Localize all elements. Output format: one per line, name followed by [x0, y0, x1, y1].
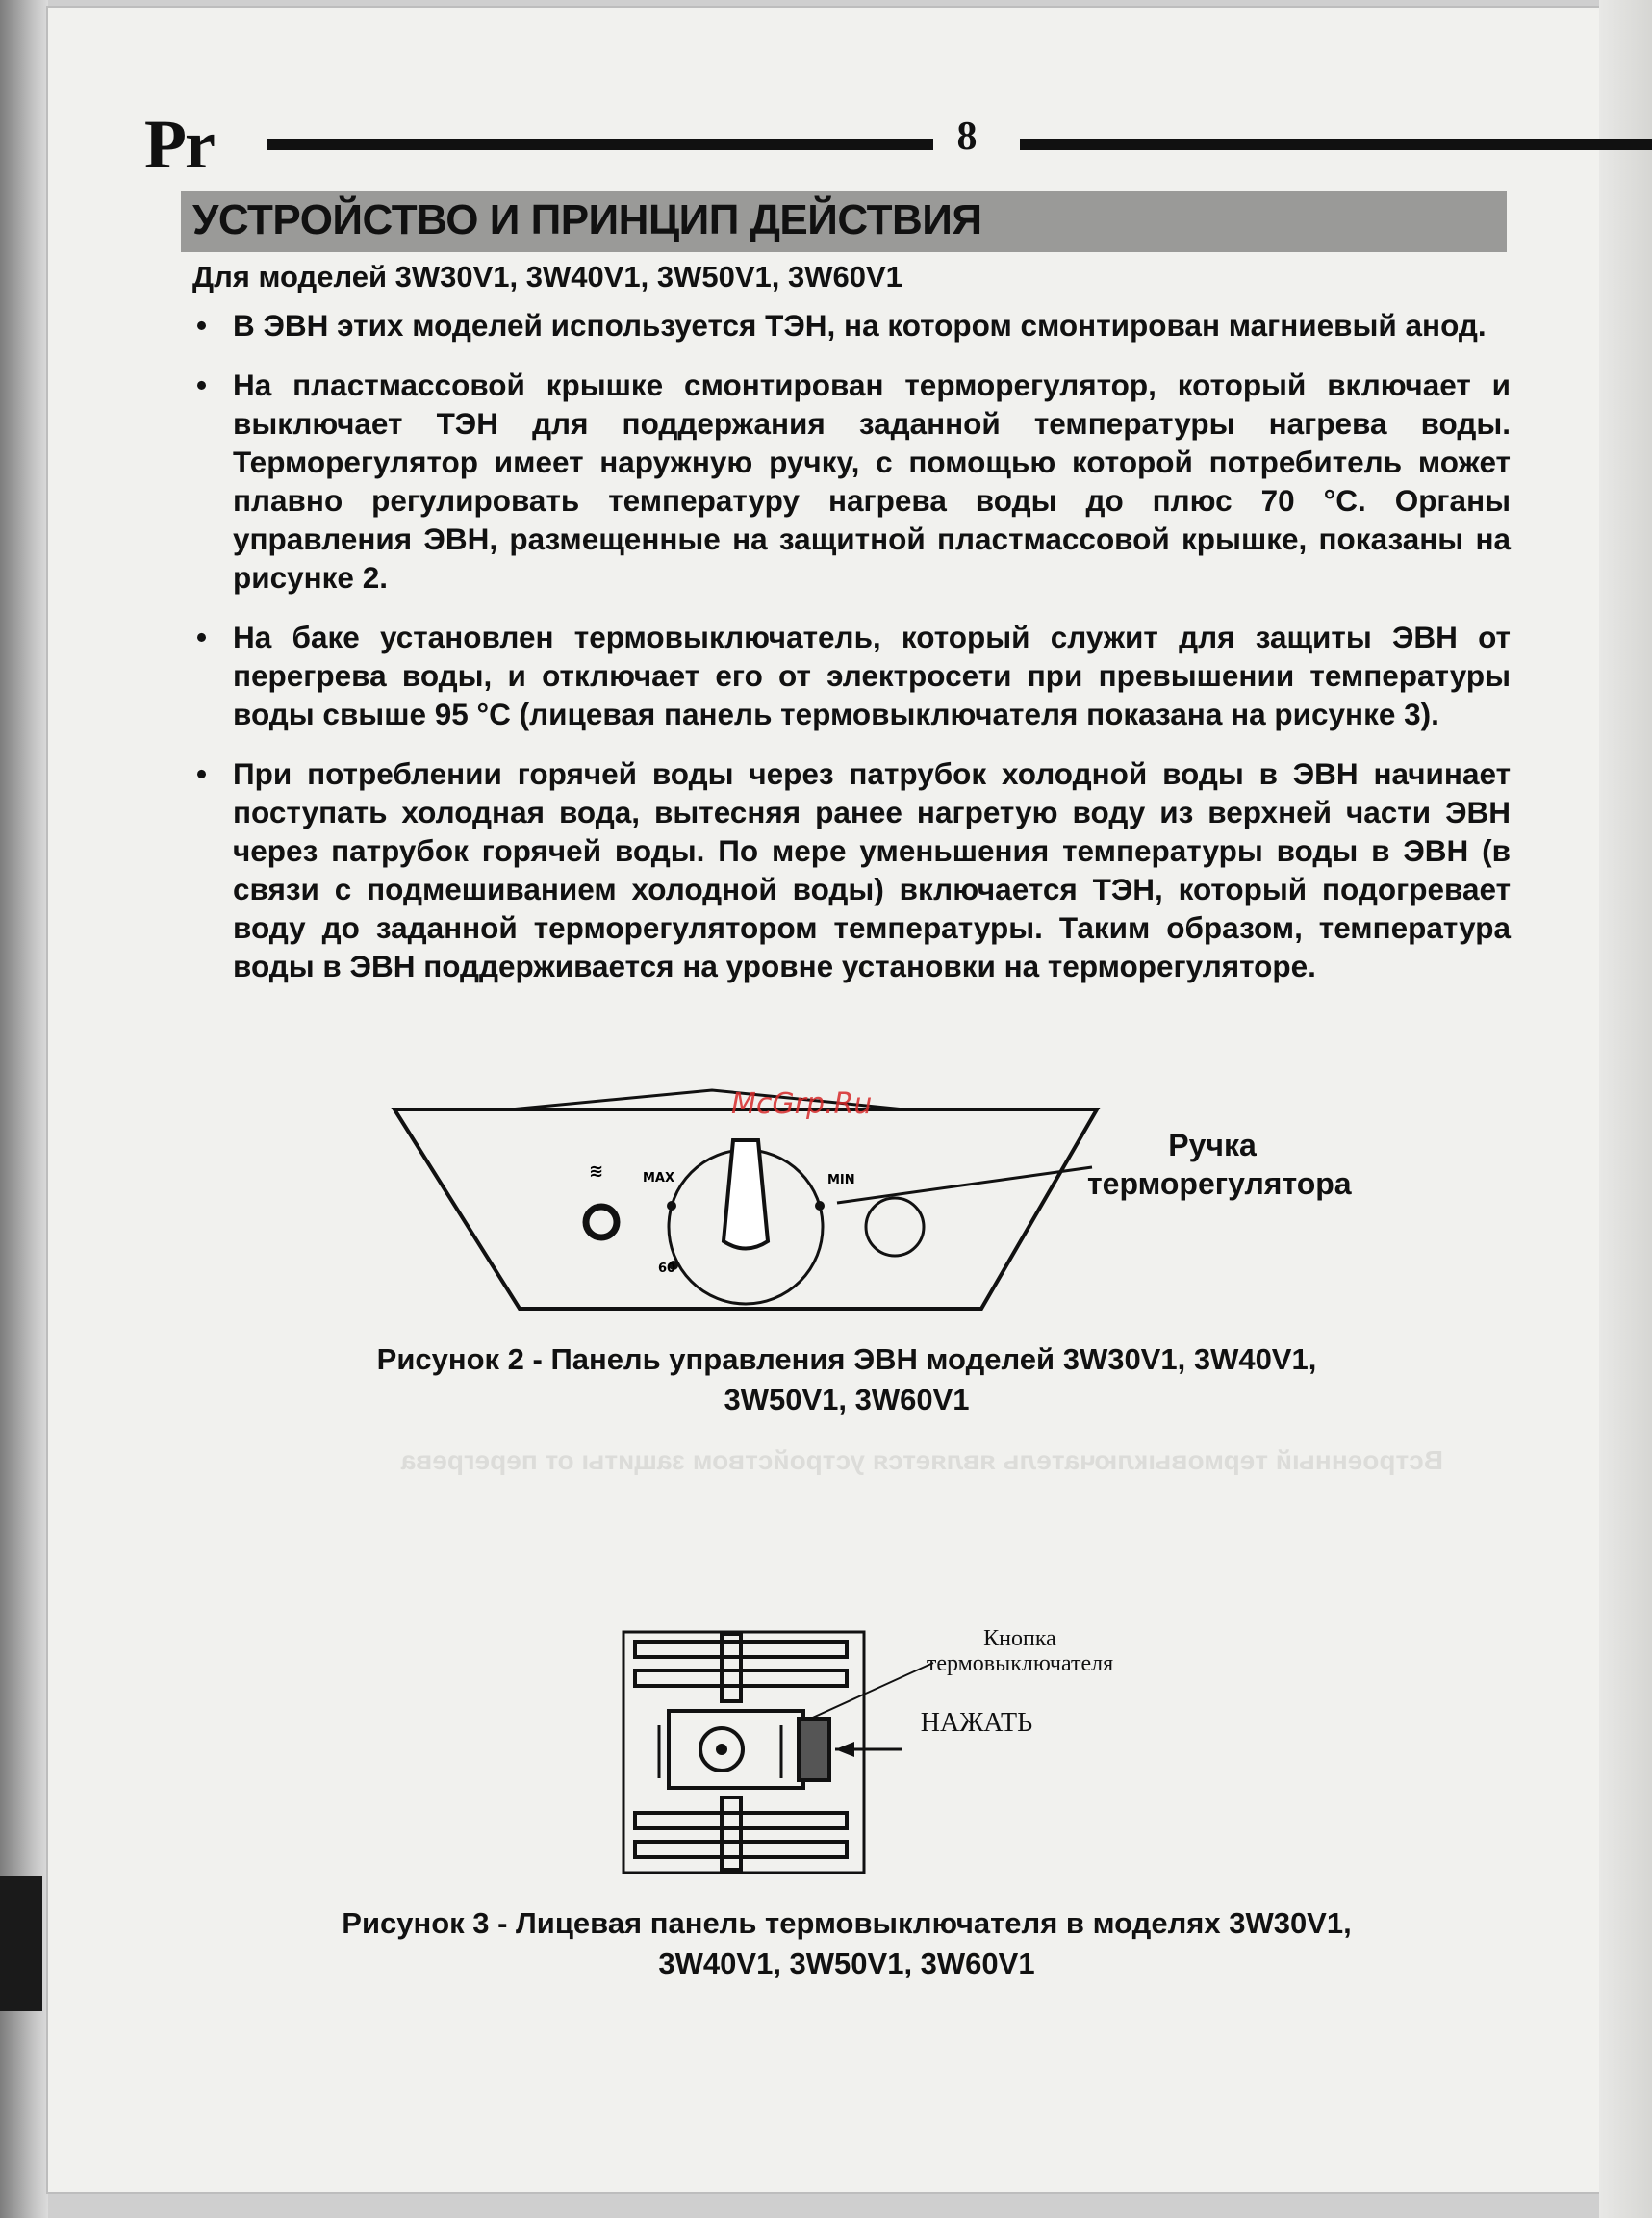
dial-60-label: 60	[658, 1262, 676, 1276]
dial-labels	[635, 1164, 885, 1299]
watermark: McGrp.Ru	[731, 1087, 873, 1121]
list-item: • В ЭВН этих моделей используется ТЭН, на котором смонтирован магниевый анод.	[192, 306, 1511, 344]
caption-line: 3W50V1, 3W60V1	[724, 1383, 970, 1416]
list-item: • На пластмассовой крышке смонтирован терморегулятор, который включает и выключает ТЭН для поддержания заданной температуры нагрева воды. Терморегулятор имеет наружную ручку, с помощью которой потребитель может плавно регулировать температуру нагрева воды до плюс 70 °С. Органы управления ЭВН, размещенные на защитной пластмассовой крышке, показаны на рисунке 2.	[192, 366, 1511, 597]
control-panel-drawing	[385, 1083, 1405, 1333]
header-rule-right	[1020, 139, 1652, 150]
brand-logo: Pr	[144, 106, 214, 183]
caption-line: Рисунок 3 - Лицевая панель термовыключателя в моделях 3W30V1,	[342, 1906, 1352, 1940]
page-edge	[1599, 0, 1652, 2218]
spine-marker	[0, 1876, 42, 2011]
dial-min-label: MIN	[827, 1173, 855, 1187]
section-banner	[181, 191, 1507, 252]
press-label: НАЖАТЬ	[920, 1708, 1033, 1738]
label-line: термовыключателя	[926, 1651, 1114, 1676]
page-header	[144, 106, 1511, 183]
list-item: • При потреблении горячей воды через патрубок холодной воды в ЭВН начинает поступать холодная вода, вытесняя ранее нагретую воду из верхней части ЭВН через патрубок горячей воды. По мере уменьшения температуры воды в ЭВН (в связи с подмешиванием холодной воды) включается ТЭН, который подогревает воду до заданной терморегулятором температуры. Таким образом, температура воды в ЭВН поддерживается на уровне установки на терморегуляторе.	[192, 754, 1511, 985]
description-list	[192, 306, 1511, 1007]
list-item: • На баке установлен термовыключатель, который служит для защиты ЭВН от перегрева воды, и отключает его от электросети при превышении температуры воды свыше 95 °С (лицевая панель термовыключателя показана на рисунке 3).	[192, 618, 1511, 733]
thermostat-knob-label	[1087, 1126, 1352, 1203]
header-rule-left	[267, 139, 933, 150]
thermal-cutout-button-icon	[799, 1719, 829, 1780]
label-line: Кнопка	[983, 1626, 1056, 1651]
caption-line: 3W40V1, 3W50V1, 3W60V1	[658, 1947, 1035, 1980]
caption-line: Рисунок 2 - Панель управления ЭВН моделей 3W30V1, 3W40V1,	[376, 1342, 1317, 1376]
section-title: УСТРОЙСТВО И ПРИНЦИП ДЕЙСТВИЯ	[192, 196, 982, 243]
indicator-lamp-icon	[586, 1207, 617, 1237]
figure-2-control-panel	[385, 1083, 1405, 1333]
figure-3-caption	[279, 1903, 1414, 1984]
page-number: 8	[956, 115, 978, 159]
dial-max-label: MAX	[643, 1171, 675, 1185]
models-subtitle: Для моделей 3W30V1, 3W40V1, 3W50V1, 3W60V1	[192, 260, 902, 293]
label-line: Ручка	[1168, 1128, 1257, 1162]
label-line: терморегулятора	[1087, 1166, 1352, 1201]
cutout-button-label	[885, 1626, 1155, 1676]
figure-2-caption	[289, 1339, 1405, 1420]
bleed-through-text: Встроенный термовыключатель является устройством защиты от перегрева	[400, 1445, 1443, 1475]
svg-text:≋: ≋	[589, 1161, 604, 1182]
